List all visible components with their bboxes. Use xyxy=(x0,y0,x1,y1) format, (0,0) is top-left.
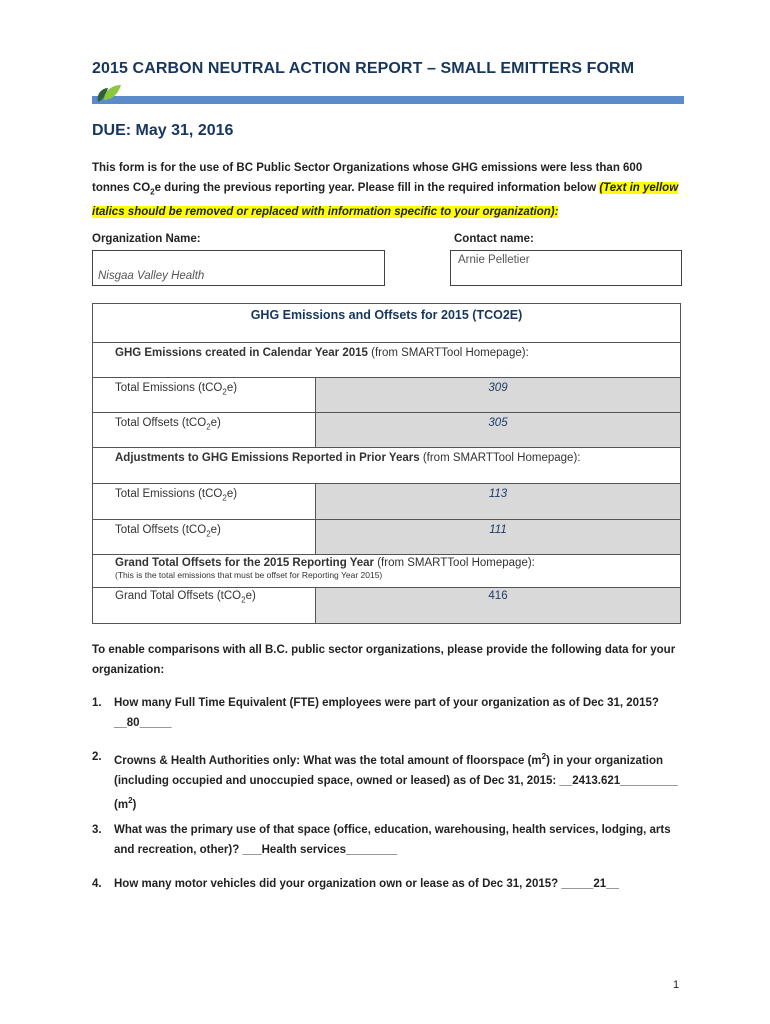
section-current-bold: GHG Emissions created in Calendar Year 2015 xyxy=(115,347,368,359)
table-row xyxy=(93,588,681,624)
intro-paragraph xyxy=(92,158,682,222)
row-label: Grand Total Offsets (tCO$_2$e) xyxy=(93,588,316,624)
org-name-field[interactable] xyxy=(92,250,385,286)
question-2: 2. Crowns & Health Authorities only: What was the total amount of floorspace $(m^2)$ in your organization (including occupied and unoccupied space, owned or leased) as of Dec 31, 2015: __2413.621_________ $(m^2)$ xyxy=(92,751,678,811)
section-prior-years xyxy=(93,448,681,484)
question-3: 3. What was the primary use of that space (office, education, warehousing, health services, lodging, arts and recreation, other)? ___Health services________ xyxy=(92,824,671,856)
form-title: 2015 CARBON NEUTRAL ACTION REPORT – SMALL EMITTERS FORM xyxy=(92,60,635,77)
section-grand-note: (This is the total emissions that must be offset for Reporting Year 2015) xyxy=(115,570,383,580)
section-grand-bold: Grand Total Offsets for the 2015 Reporting Year xyxy=(115,557,375,569)
section-prior-bold: Adjustments to GHG Emissions Reported in Prior Years xyxy=(115,452,420,464)
intro-text-a: This form is for the use of BC Public Sector Organizations whose GHG emissions were less than 600 tonnes CO xyxy=(92,162,643,194)
question-4: 4. How many motor vehicles did your organization own or lease as of Dec 31, 2015? _____21__ xyxy=(92,878,619,890)
due-date: DUE: May 31, 2016 xyxy=(92,122,234,139)
row-label: Total Emissions (tCO$_2$e) xyxy=(93,378,316,413)
table-heading: GHG Emissions and Offsets for 2015 (TCO2E) xyxy=(93,304,681,343)
section-current-rest: (from SMARTTool Homepage): xyxy=(367,347,529,359)
intro-sub: 2 xyxy=(150,187,155,197)
header-bar xyxy=(92,96,684,104)
section-grand-rest: (from SMARTTool Homepage): xyxy=(374,557,535,569)
table-row xyxy=(93,484,681,520)
prior-offsets-value[interactable]: 111 xyxy=(316,520,681,555)
contact-name-value: Arnie Pelletier xyxy=(458,254,530,266)
ghg-table xyxy=(92,303,681,624)
table-row xyxy=(93,413,681,448)
total-emissions-value[interactable]: 309 xyxy=(316,378,681,413)
intro-highlight: (Text in yellow italics should be removed or replaced with information specific to your organization): xyxy=(92,182,679,219)
leaf-icon xyxy=(94,82,122,106)
section-current-year xyxy=(93,343,681,378)
table-row xyxy=(93,378,681,413)
org-name-label: Organization Name: xyxy=(92,233,201,245)
prior-emissions-value[interactable]: 113 xyxy=(316,484,681,520)
row-label: Total Emissions (tCO$_2$e) xyxy=(93,484,316,520)
section-prior-rest: (from SMARTTool Homepage): xyxy=(419,452,581,464)
comparison-intro: To enable comparisons with all B.C. public sector organizations, please provide the following data for your organization: xyxy=(92,644,676,676)
intro-text-b: e during the previous reporting year. Please fill in the required information below xyxy=(154,182,600,194)
total-offsets-value[interactable]: 305 xyxy=(316,413,681,448)
table-row xyxy=(93,520,681,555)
row-label: Total Offsets (tCO$_2$e) xyxy=(93,413,316,448)
question-1: 1. How many Full Time Equivalent (FTE) employees were part of your organization as of Dec 31, 2015? __80_____ xyxy=(92,697,659,729)
row-label: Total Offsets (tCO$_2$e) xyxy=(93,520,316,555)
contact-name-label: Contact name: xyxy=(454,233,534,245)
contact-name-field[interactable] xyxy=(450,250,682,286)
page-number: 1 xyxy=(673,979,680,991)
grand-total-value[interactable]: 416 xyxy=(316,588,681,624)
org-name-value: Nisgaa Valley Health xyxy=(98,270,205,282)
section-grand-total xyxy=(93,555,681,588)
